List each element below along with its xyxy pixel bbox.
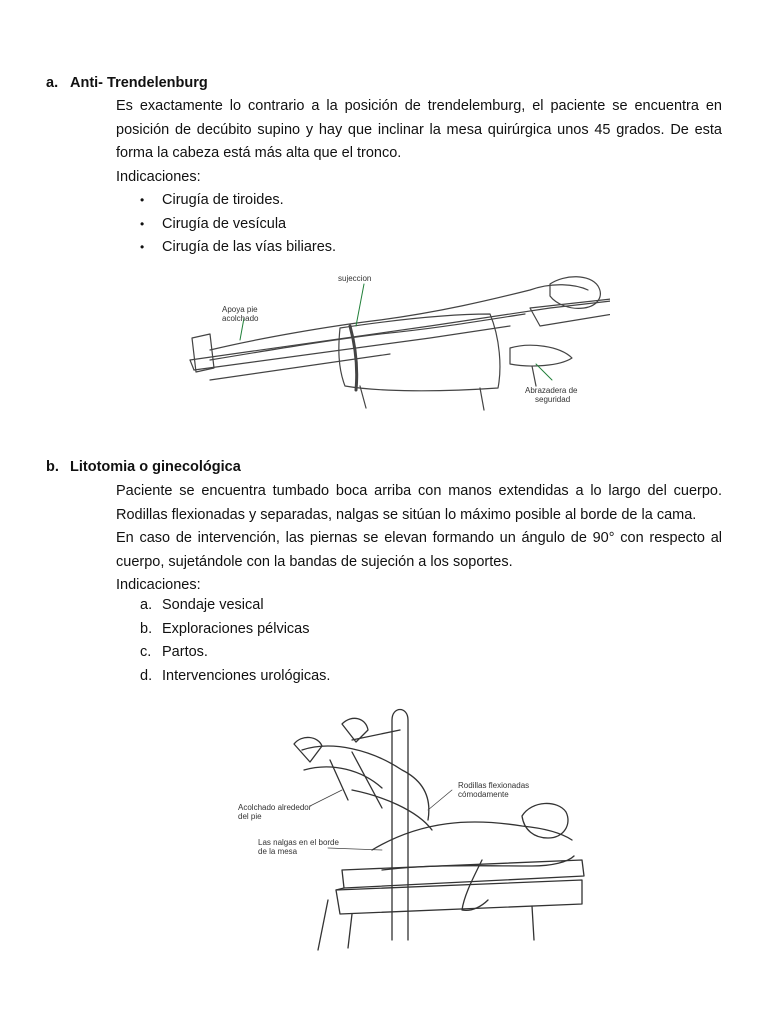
figure-label-sujecion: sujeccion	[338, 274, 372, 283]
bullet-marker: •	[140, 240, 145, 254]
figure-label-apoya-2: acolchado	[222, 314, 259, 323]
list-item	[116, 618, 330, 642]
figure-label-abrazadera-1: Abrazadera de	[525, 386, 578, 395]
section-b-indications-label: Indicaciones:	[116, 577, 201, 593]
list-item-text: Exploraciones pélvicas	[162, 620, 310, 637]
list-marker: a.	[140, 597, 153, 613]
bullet-marker: •	[140, 193, 145, 207]
figure-label-nalgas-2: de la mesa	[258, 847, 298, 856]
bullet-marker: •	[140, 216, 145, 231]
list-item-text: Sondaje vesical	[162, 597, 264, 613]
section-b-line-3: En caso de intervención, las piernas se elevan formando un ángulo de 90° con respecto al	[116, 530, 722, 546]
list-item	[116, 213, 336, 237]
list-item	[116, 594, 330, 618]
figure-label-abrazadera-2: seguridad	[535, 395, 571, 404]
list-item-text: Cirugía de las vías biliares.	[162, 239, 337, 255]
section-a-line-3: forma la cabeza está más alta que el tronco.	[116, 145, 402, 161]
list-item	[116, 665, 330, 689]
list-marker: c.	[140, 644, 152, 660]
section-b-heading	[46, 459, 241, 475]
section-b-line-2: Rodillas flexionadas y separadas, nalgas se sitúan lo máximo posible al borde de la cama.	[116, 506, 697, 523]
list-item	[116, 236, 336, 260]
figure-label-rodillas-2: cómodamente	[458, 790, 509, 799]
list-item	[116, 641, 330, 665]
lithotomy-illustration	[232, 700, 592, 955]
section-a-paragraph	[116, 95, 722, 189]
section-a-line-1: Es exactamente lo contrario a la posición de trendelemburg, el paciente se encuentra en	[116, 98, 722, 114]
section-a-indications-list	[116, 189, 336, 260]
list-item-text: Intervenciones urológicas.	[162, 667, 331, 684]
list-marker: d.	[140, 667, 153, 684]
section-a-indications-label: Indicaciones:	[116, 168, 201, 185]
list-item	[116, 189, 336, 213]
figure-label-acolchado-2: del pie	[238, 812, 262, 821]
section-b-marker: b.	[46, 459, 59, 475]
figure-label-rodillas-1: Rodillas flexionadas	[458, 781, 530, 790]
section-a-line-2: posición de decúbito supino y hay que inclinar la mesa quirúrgica unos 45 grados. De esta	[116, 121, 722, 138]
figure-label-apoya-1: Apoya pie	[222, 305, 258, 314]
section-b-line-4: cuerpo, sujetándole con la bandas de sujeción a los soportes.	[116, 553, 513, 570]
section-a-title: Anti- Trendelenburg	[70, 75, 208, 91]
section-b-indications-list	[116, 594, 330, 688]
list-item-text: Partos.	[162, 644, 208, 660]
section-a-marker: a.	[46, 75, 59, 91]
section-b-title: Litotomia o ginecológica	[70, 459, 241, 475]
list-item-text: Cirugía de tiroides.	[162, 192, 284, 208]
section-b-line-1: Paciente se encuentra tumbado boca arriba con manos extendidas a lo largo del cuerpo.	[116, 483, 722, 499]
list-marker: b.	[140, 620, 153, 637]
figure-label-nalgas-1: Las nalgas en el borde	[258, 838, 339, 847]
section-b-paragraph	[116, 480, 722, 598]
list-item-text: Cirugía de vesícula	[162, 215, 287, 232]
figure-label-acolchado-1: Acolchado alrededor	[238, 803, 312, 812]
section-a-heading	[46, 75, 208, 91]
anti-trendelenburg-illustration	[180, 268, 610, 418]
